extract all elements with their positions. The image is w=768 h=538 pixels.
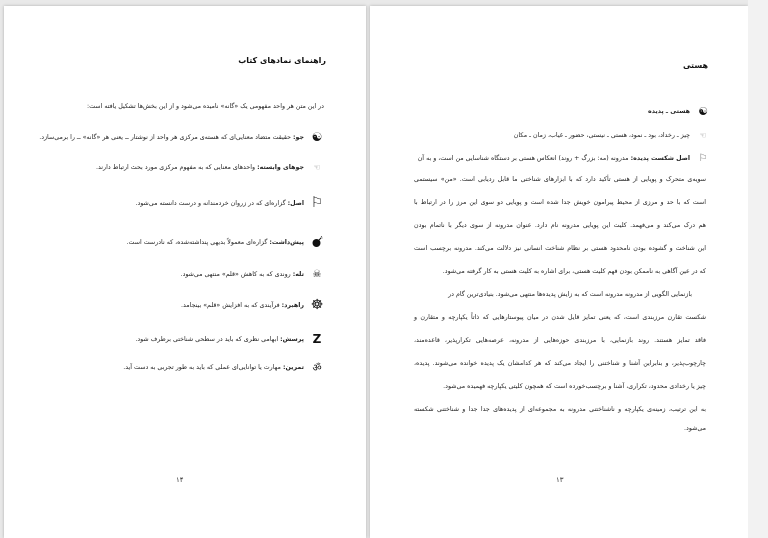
- body-line: این شناخت و گشوده بودن نامحدود هستی بر نظام شناخت انسانی نیز دلالت می‌کند. مدرونه برچسب است: [414, 245, 706, 252]
- body-line: چیز یا رخدادی محدود، تکراری، آشنا و برچسب‌خورده است که همچون کلیتی یکپارچه فهمیده می‌شود.: [443, 383, 706, 390]
- symbol-description: گزاره‌ای معمولاً بدیهی پنداشته‌شده، که نادرست است.: [126, 238, 268, 246]
- window-edge: [748, 0, 768, 538]
- hand-icon: ☜: [699, 130, 707, 140]
- concept-title: هستی ـ پدیده: [648, 107, 690, 115]
- symbol-name: تله:: [292, 270, 304, 278]
- body-line: شکست تقارن مرزبندی است، که یعنی تمایز قایل شدن در میان پیوستارهایی که ذاتاً یکپارچه و متقارن و: [414, 314, 706, 321]
- body-line: به این ترتیب، زمینه‌ی یکپارچه و ناشناختنی مدرونه به مجموعه‌ای از پدیده‌های جدا جدا و شناختنی شکسته: [414, 406, 706, 413]
- yin-yang-icon: ☯: [698, 104, 708, 118]
- symbol-name: اصل:: [287, 199, 304, 207]
- yin-yang-icon: ☯: [311, 130, 323, 144]
- symbol-name: جو:: [292, 133, 304, 141]
- symbol-name: پیش‌داشت:: [269, 238, 304, 246]
- hand-icon: ☜: [313, 162, 321, 172]
- symbol-description: فرآیندی که به افزایش «قلم» بینجامد.: [180, 301, 280, 309]
- principle-row: [400, 151, 710, 165]
- symbol-item-wheel: [34, 298, 324, 312]
- body-line: که در عین آگاهی به ناممکن بودن فهم کلیت هستی، برای اشاره به کلیت هستی به کار گرفته می‌شود.: [442, 268, 706, 275]
- symbol-item-om: [34, 360, 324, 374]
- flag-icon: ⚐: [310, 195, 324, 211]
- symbol-item-hand: [34, 160, 324, 174]
- bomb-icon: [310, 235, 324, 249]
- flag-icon: ⚐: [698, 152, 708, 164]
- symbol-description: ابهامی نظری که باید در سطحی شناختی برطرف شود.: [135, 335, 279, 343]
- wheel-icon: ☸: [310, 297, 324, 313]
- intro-text: در این متن هر واحد مفهومی یک «گانه» نامیده می‌شود و از این بخش‌ها تشکیل یافته است:: [86, 103, 324, 110]
- symbol-item-skull: [34, 267, 324, 281]
- symbol-item-yin: [34, 130, 324, 144]
- z-icon: Z: [312, 332, 322, 346]
- body-line: هم درک می‌کند و می‌فهمد. کلیت این پویایی مدرونه نام دارد. عنوان مدرونه از سوی دیگر با ناتمام بودن: [414, 222, 706, 229]
- body-line: بازنمایی الگویی از مدرونه مدرونه است که به زایش پدیده‌ها منتهی می‌شود. بنیادی‌ترین گام در: [448, 291, 692, 298]
- body-line: می‌شود.: [684, 425, 706, 432]
- page-title: راهنمای نمادهای کتاب: [238, 56, 326, 65]
- body-line: چارچوب‌پذیر، و بنابراین آشنا و شناختنی را ایجاد می‌کند که هر کدامشان یک پدیده خوانده می‌شوند. پدیده،: [414, 360, 706, 367]
- symbol-name: پرسش:: [280, 335, 304, 343]
- symbol-item-z: [34, 332, 324, 346]
- body-line: فاقد تمایز هستند. روند بازنمایی، با مرزبندی حوزه‌هایی از مدرونه، عرصه‌هایی تکرارپذیر، قاعده‌مند،: [414, 337, 706, 344]
- symbol-description: روندی که به کاهش «قلم» منتهی می‌شود.: [180, 270, 291, 278]
- left-page: [4, 6, 366, 538]
- symbol-item-bomb: [34, 235, 324, 249]
- symbol-description: گزاره‌ای که در زروان خردمندانه و درست دانسته می‌شود.: [135, 199, 286, 207]
- symbol-name: جوهای وابسته:: [257, 163, 304, 171]
- body-line: سویه‌ی متحرک و پویایی از هستی تأکید دارد که با ابزارهای شناختی ما قابل ردیابی است. «من» سیستمی: [414, 176, 706, 183]
- om-icon: ॐ: [312, 363, 322, 374]
- page-title: هستی: [682, 61, 708, 70]
- skull-icon: ☠: [312, 268, 322, 280]
- concept-heading: [400, 104, 710, 118]
- body-line: است که با حد و مرزی از محیط پیرامون خویش جدا شده است و پویایی دو سوی این مرز را در ارتباط با: [414, 199, 706, 206]
- symbol-item-flag: [34, 196, 324, 210]
- page-number: ۱۴: [176, 476, 184, 484]
- symbol-description: مهارت یا توانایی‌ای عملی که باید به طور تجربی به دست آید.: [123, 363, 281, 371]
- related-concepts: [400, 128, 710, 142]
- right-page: [370, 6, 748, 538]
- principle-label: اصل شکست پدیده:: [630, 154, 690, 162]
- symbol-description: حقیقت متضاد معنایی‌ای که هسته‌ی مرکزی هر واحد از نوشتار ــ یعنی هر «گانه» ــ را برمی‌سازد.: [39, 133, 291, 141]
- symbol-name: راهبرد:: [281, 301, 304, 309]
- page-number: ۱۳: [556, 476, 564, 484]
- symbol-name: تمرین:: [282, 363, 304, 371]
- principle-text: مدرونه (مه: بزرگ + روند) انعکاس هستی بر دستگاه شناسایی من است، و به آن: [417, 154, 629, 162]
- symbol-description: واحدهای معنایی که به مفهوم مرکزی مورد بحث ارتباط دارند.: [95, 163, 256, 171]
- related-list: چیز ـ رخداد، بود ـ نمود، هستی ـ نیستی، حضور ـ غیاب، زمان ـ مکان: [513, 131, 690, 139]
